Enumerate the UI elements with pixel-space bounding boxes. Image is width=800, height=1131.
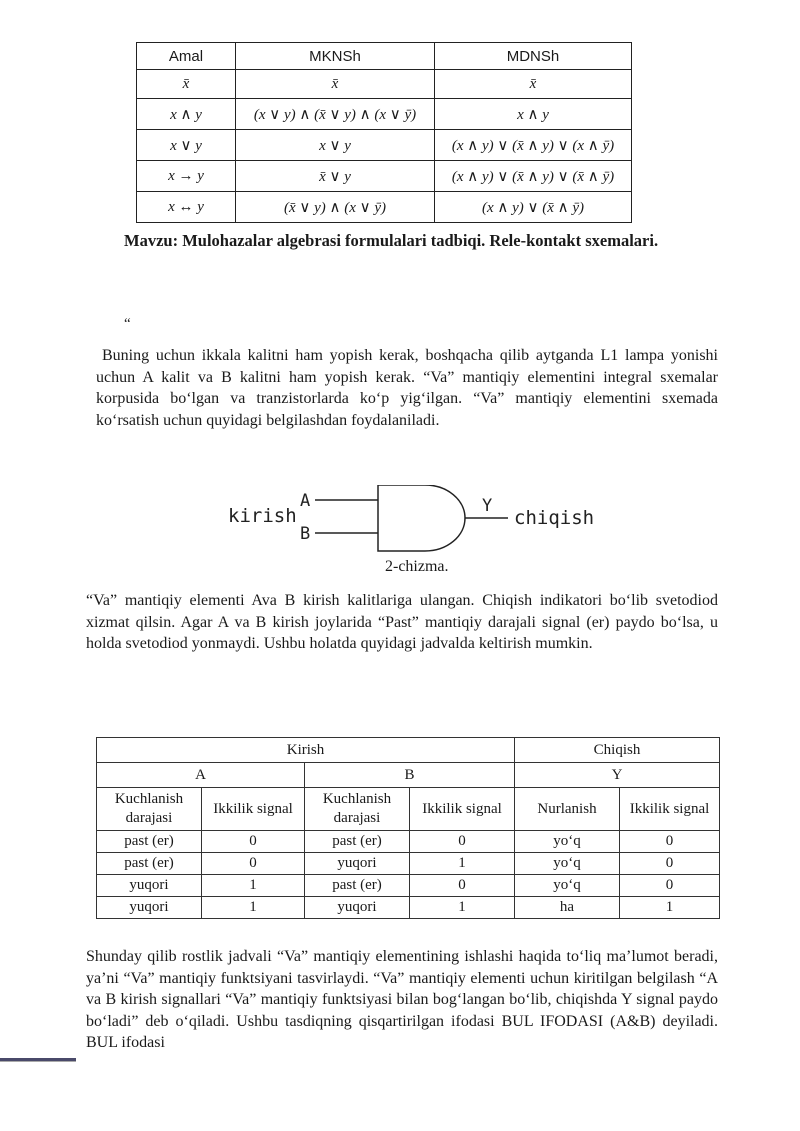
table-cell: x ↔ y (137, 192, 236, 223)
table-cell: x ∨ y (137, 130, 236, 161)
table-cell: x ∧ y (435, 99, 632, 130)
table-row (137, 99, 632, 130)
table-cell: x ∧ y (137, 99, 236, 130)
header-a: A (97, 763, 305, 788)
truth-table (96, 737, 720, 919)
table-cell: ha (515, 897, 620, 919)
diagram-output-label: chiqish (514, 507, 595, 529)
table-cell: (x ∨ y) ∧ (x̄ ∨ y) ∧ (x ∨ ȳ) (236, 99, 435, 130)
table-cell: 0 (410, 875, 515, 897)
table-cell: 0 (202, 853, 305, 875)
normal-forms-table (136, 42, 632, 223)
table-cell: past (er) (305, 831, 410, 853)
table-cell: (x ∧ y) ∨ (x̄ ∧ ȳ) (435, 192, 632, 223)
table-cell: x̄ ∨ y (236, 161, 435, 192)
diagram-input-label: kirish (228, 505, 297, 527)
header-binary-y: Ikkilik signal (620, 788, 720, 831)
table-cell: x → y (137, 161, 236, 192)
table-cell: 1 (410, 897, 515, 919)
table-header-row (137, 43, 632, 70)
table-cell: 1 (620, 897, 720, 919)
topic-heading: Mavzu: Mulohazalar algebrasi formulalari tadbiqi. Rele-kontakt sxemalari. (124, 231, 659, 250)
table-cell: (x ∧ y) ∨ (x̄ ∧ y) ∨ (x̄ ∧ ȳ) (435, 161, 632, 192)
header-voltage-a: Kuchlanish darajasi (97, 788, 202, 831)
table-cell: 0 (620, 831, 720, 853)
table-cell: 0 (410, 831, 515, 853)
table-cell: yo‘q (515, 831, 620, 853)
table-cell: yuqori (305, 897, 410, 919)
table-cell: 1 (410, 853, 515, 875)
header-mknsh: MKNSh (236, 43, 435, 70)
table-cell: x̄ (435, 70, 632, 99)
table-row (137, 130, 632, 161)
header-amal: Amal (137, 43, 236, 70)
table-cell: past (er) (97, 853, 202, 875)
header-binary-a: Ikkilik signal (202, 788, 305, 831)
and-gate-shape (378, 485, 465, 551)
diagram-input-b: B (300, 524, 311, 544)
header-y: Y (515, 763, 720, 788)
and-gate-diagram (220, 485, 600, 557)
header-light: Nurlanish (515, 788, 620, 831)
header-b: B (305, 763, 515, 788)
table-cell: yuqori (97, 875, 202, 897)
figure-caption: 2-chizma. (385, 558, 449, 575)
diagram-output-y: Y (482, 496, 493, 516)
table-header-row (97, 763, 720, 788)
table-row (97, 897, 720, 919)
table-cell: yuqori (97, 897, 202, 919)
paragraph-conclusion: Shunday qilib rostlik jadvali “Va” mantiqiy elementining ishlashi haqida to‘liq ma’lumot beradi, ya’ni “Va” mantiqiy funktsiyani tasvirlaydi. “Va” mantiqiy elementi uchun kiritilgan belgilash “A va B kirish signallari “Va” mantiqiy funktsiyasi bilan bog‘langan bo‘lib, chiqishda Y signal paydo bo‘ladi” deb o‘qiladi. Ushbu tasdiqning qisqartirilgan ifodasi BUL IFODASI (A&B) deyiladi. BUL ifodasi (86, 948, 718, 1051)
table-header-row (97, 788, 720, 831)
table-row (97, 853, 720, 875)
table-row (137, 161, 632, 192)
paragraph-intro: Buning uchun ikkala kalitni ham yopish kerak, boshqacha qilib aytganda L1 lampa yonishi uchun A kalit va B kalitni ham yopish kerak. “Va” mantiqiy elementini integral sxemalar korpusida bo‘lgan va tranzistorlarda ko‘p yig‘ilgan. “Va” mantiqiy elementini sxemada ko‘rsatish uchun quyidagi belgilashdan foydalaniladi. (96, 347, 718, 429)
table-cell: 0 (620, 853, 720, 875)
header-binary-b: Ikkilik signal (410, 788, 515, 831)
table-row (97, 875, 720, 897)
header-chiqish: Chiqish (515, 738, 720, 763)
table-cell: yo‘q (515, 875, 620, 897)
table-cell: (x̄ ∨ y) ∧ (x ∨ ȳ) (236, 192, 435, 223)
table-cell: 1 (202, 897, 305, 919)
table-cell: 0 (202, 831, 305, 853)
header-mdnsh: MDNSh (435, 43, 632, 70)
footer-divider (0, 1061, 76, 1062)
table-row (137, 192, 632, 223)
quote-mark: “ (124, 316, 131, 332)
header-voltage-b: Kuchlanish darajasi (305, 788, 410, 831)
table-cell: past (er) (97, 831, 202, 853)
table-row (137, 70, 632, 99)
table-cell: past (er) (305, 875, 410, 897)
table-header-row (97, 738, 720, 763)
paragraph-description: “Va” mantiqiy elementi Ava B kirish kalitlariga ulangan. Chiqish indikatori bo‘lib svetodiod xizmat qilsin. Agar A va B kirish joylarida “Past” mantiqiy darajali signal (er) paydo bo‘lsa, u holda svetodiod yonmaydi. Ushbu holatda quyidagi jadvalda keltirish mumkin. (86, 592, 718, 652)
table-cell: x ∨ y (236, 130, 435, 161)
table-row (97, 831, 720, 853)
table-cell: x̄ (137, 70, 236, 99)
table-cell: x̄ (236, 70, 435, 99)
table-cell: 1 (202, 875, 305, 897)
table-cell: (x ∧ y) ∨ (x̄ ∧ y) ∨ (x ∧ ȳ) (435, 130, 632, 161)
table-cell: yo‘q (515, 853, 620, 875)
header-kirish: Kirish (97, 738, 515, 763)
diagram-input-a: A (300, 491, 311, 511)
table-cell: yuqori (305, 853, 410, 875)
table-cell: 0 (620, 875, 720, 897)
